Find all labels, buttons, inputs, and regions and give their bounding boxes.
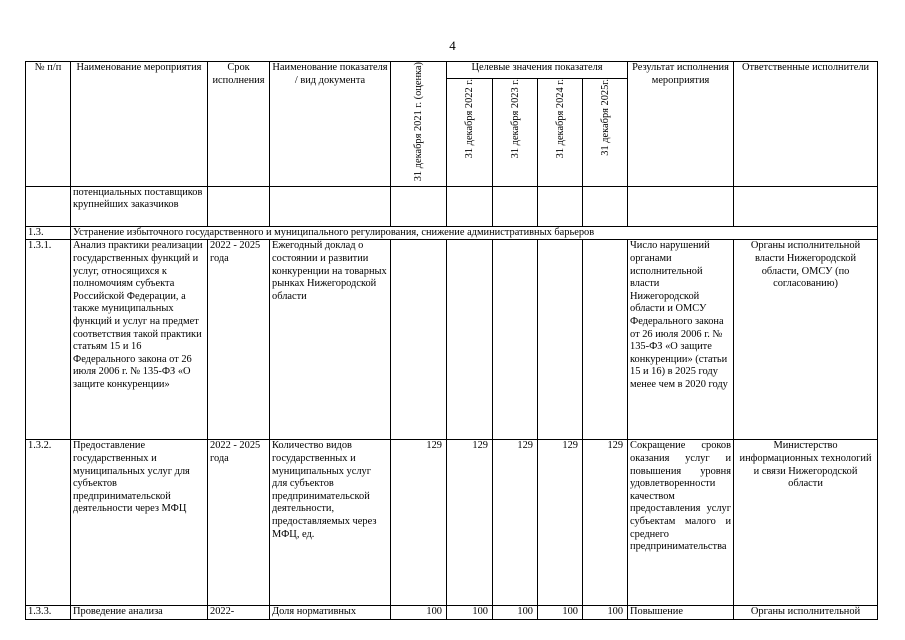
header-row-1	[26, 62, 878, 79]
row-value-2021: 129	[391, 440, 447, 606]
measures-table	[25, 61, 878, 620]
cell	[26, 186, 71, 226]
row-deadline: 2022 - 2025 года	[208, 440, 270, 606]
header-targets-group: Целевые значения показателя	[447, 62, 628, 79]
row-indicator: Доля нормативных	[270, 606, 391, 620]
row-value-2022	[447, 240, 493, 440]
row-value-2023: 129	[493, 440, 538, 606]
row-value-2023: 100	[493, 606, 538, 620]
header-2021-text: 31 декабря 2021 г. (оценка)	[413, 62, 424, 182]
section-title: Устранение избыточного государственного и муниципального регулирования, снижение административных барьеров	[71, 226, 878, 240]
header-event: Наименование мероприятия	[71, 62, 208, 187]
row-value-2025	[583, 240, 628, 440]
row-indicator: Количество видов государственных и муниципальных услуг для субъектов предпринимательской деятельности, предоставляемых через МФЦ, ед.	[270, 440, 391, 606]
row-value-2021: 100	[391, 606, 447, 620]
continuation-row	[26, 186, 878, 226]
row-value-2024	[538, 240, 583, 440]
row-value-2022: 100	[447, 606, 493, 620]
cell	[493, 186, 538, 226]
continuation-text: потенциальных поставщиков крупнейших заказчиков	[71, 186, 208, 226]
row-value-2025: 129	[583, 440, 628, 606]
row-value-2024: 129	[538, 440, 583, 606]
header-2024	[538, 79, 583, 187]
cell	[447, 186, 493, 226]
header-2022	[447, 79, 493, 187]
cell	[208, 186, 270, 226]
row-value-2023	[493, 240, 538, 440]
row-result: Повышение	[628, 606, 734, 620]
header-responsible: Ответственные исполнители	[734, 62, 878, 187]
row-responsible: Министерство информационных технологий и связи Нижегородской области	[734, 440, 878, 606]
row-number: 1.3.1.	[26, 240, 71, 440]
header-2025	[583, 79, 628, 187]
cell	[734, 186, 878, 226]
row-result: Число нарушений органами исполнительной власти Нижегородской области и ОМСУ Федерального закона от 26 июля 2006 г. № 135-ФЗ «О защите конкуренции» (статьи 15 и 16) в 2025 году менее чем в 2020 году	[628, 240, 734, 440]
header-deadline: Срок исполнения	[208, 62, 270, 187]
row-responsible: Органы исполнительной власти Нижегородской области, ОМСУ (по согласованию)	[734, 240, 878, 440]
row-responsible: Органы исполнительной	[734, 606, 878, 620]
row-number: 1.3.2.	[26, 440, 71, 606]
page-number: 4	[449, 38, 456, 53]
row-deadline: 2022-	[208, 606, 270, 620]
row-value-2021	[391, 240, 447, 440]
section-number: 1.3.	[26, 226, 71, 240]
header-2022-text: 31 декабря 2022 г.	[464, 79, 475, 159]
section-row	[26, 226, 878, 240]
cell	[628, 186, 734, 226]
row-result: Сокращение сроков оказания услуг и повышения уровня удовлетворенности качеством предоставления услуг субъектам малого и среднего предпринимательства	[628, 440, 734, 606]
cell	[391, 186, 447, 226]
row-event: Анализ практики реализации государственных функций и услуг, относящихся к полномочиям субъекта Российской Федерации, а также муниципальных функций и услуг на предмет соответствия такой практики статьям 15 и 16 Федерального закона от 26 июля 2006 г. № 135-ФЗ «О защите конкуренции»	[71, 240, 208, 440]
table-row	[26, 440, 878, 606]
cell	[270, 186, 391, 226]
header-2024-text: 31 декабря 2024 г.	[554, 79, 566, 159]
header-2023-text: 31 декабря 2023 г.	[509, 79, 521, 159]
row-value-2022: 129	[447, 440, 493, 606]
table-row	[26, 240, 878, 440]
header-indicator: Наименование показателя / вид документа	[270, 62, 391, 187]
cell	[583, 186, 628, 226]
row-number: 1.3.3.	[26, 606, 71, 620]
row-value-2024: 100	[538, 606, 583, 620]
header-result: Результат исполнения мероприятия	[628, 62, 734, 187]
header-2025-text: 31 декабря 2025г.	[599, 79, 611, 156]
header-no: № п/п	[26, 62, 71, 187]
row-deadline: 2022 - 2025 года	[208, 240, 270, 440]
row-value-2025: 100	[583, 606, 628, 620]
header-2023	[493, 79, 538, 187]
header-2021	[391, 62, 447, 187]
table-row	[26, 606, 878, 620]
cell	[538, 186, 583, 226]
row-indicator: Ежегодный доклад о состоянии и развитии конкуренции на товарных рынках Нижегородской области	[270, 240, 391, 440]
row-event: Проведение анализа	[71, 606, 208, 620]
row-event: Предоставление государственных и муниципальных услуг для субъектов предпринимательской деятельности через МФЦ	[71, 440, 208, 606]
